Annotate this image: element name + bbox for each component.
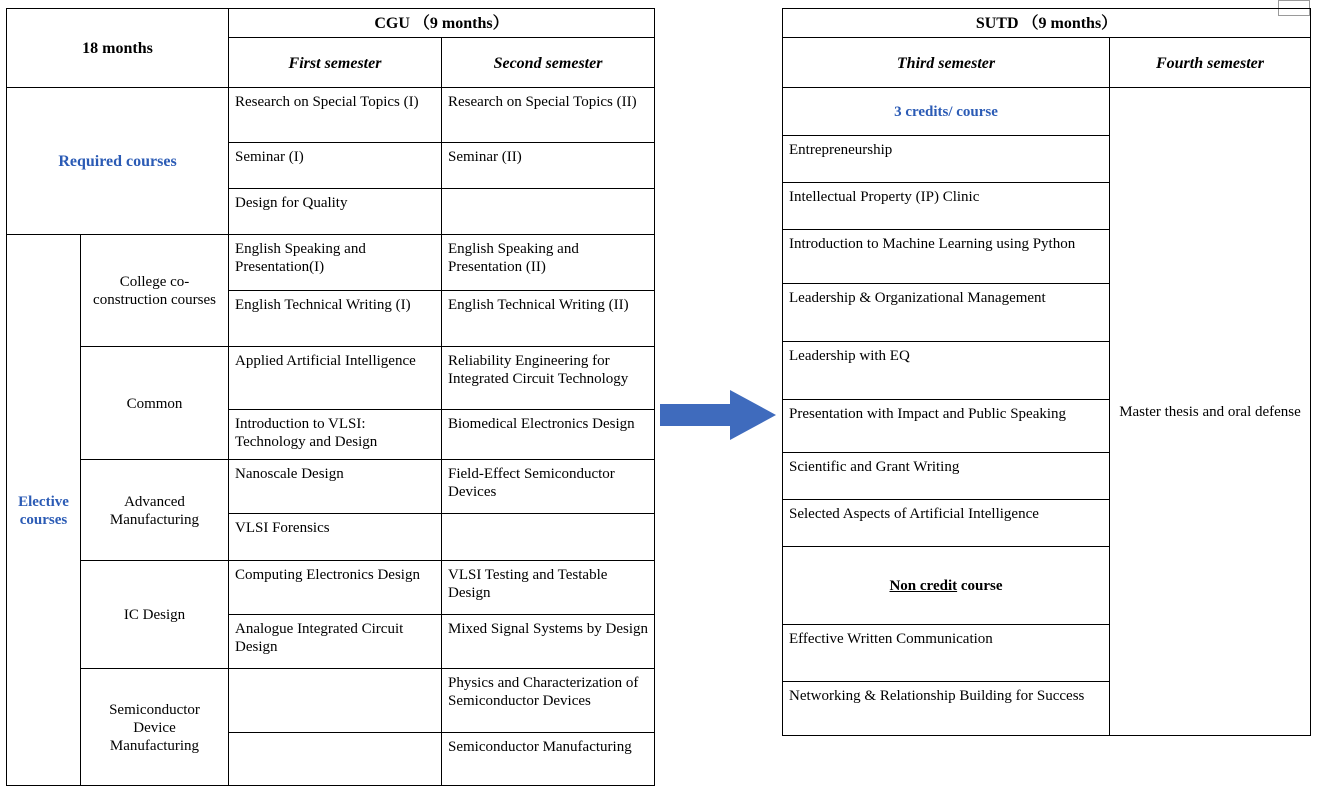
category-advanced-manufacturing: Advanced Manufacturing	[81, 460, 229, 561]
noncredit-label-underlined: Non credit	[889, 578, 958, 595]
sutd-third-semester-header: Third semester	[783, 38, 1110, 88]
category-college-co-construction: College co-construction courses	[81, 235, 229, 347]
course-cell: English Technical Writing (I)	[229, 291, 442, 347]
course-cell: Leadership with EQ	[783, 342, 1110, 400]
cgu-curriculum-table	[6, 8, 655, 786]
table-row	[7, 561, 655, 615]
course-cell: Intellectual Property (IP) Clinic	[783, 183, 1110, 230]
noncredit-label	[783, 547, 1110, 625]
course-cell: Leadership & Organizational Management	[783, 284, 1110, 342]
table-row	[7, 669, 655, 733]
course-cell	[229, 733, 442, 786]
course-cell: Effective Written Communication	[783, 625, 1110, 682]
duration-cell: 18 months	[7, 9, 229, 88]
course-cell: VLSI Forensics	[229, 514, 442, 561]
course-cell: Research on Special Topics (II)	[442, 88, 655, 143]
course-cell: VLSI Testing and Testable Design	[442, 561, 655, 615]
cgu-second-semester-header: Second semester	[442, 38, 655, 88]
category-semiconductor-device-manufacturing: Semiconductor Device Manufacturing	[81, 669, 229, 786]
course-cell	[442, 189, 655, 235]
course-cell: Introduction to Machine Learning using Python	[783, 230, 1110, 284]
elective-courses-label: Elective courses	[7, 235, 81, 786]
category-common: Common	[81, 347, 229, 460]
required-courses-label: Required courses	[7, 88, 229, 235]
credits-label: 3 credits/ course	[783, 88, 1110, 136]
category-ic-design: IC Design	[81, 561, 229, 669]
course-cell	[229, 669, 442, 733]
course-cell: Mixed Signal Systems by Design	[442, 615, 655, 669]
table-row-header-semesters	[783, 38, 1311, 88]
course-cell: Seminar (I)	[229, 143, 442, 189]
fourth-semester-content: Master thesis and oral defense	[1110, 88, 1311, 736]
table-row	[7, 460, 655, 514]
course-cell: Entrepreneurship	[783, 136, 1110, 183]
course-cell: English Speaking and Presentation(I)	[229, 235, 442, 291]
course-cell: Scientific and Grant Writing	[783, 453, 1110, 500]
course-cell: Seminar (II)	[442, 143, 655, 189]
table-row	[7, 347, 655, 410]
course-cell: English Technical Writing (II)	[442, 291, 655, 347]
course-cell: Field-Effect Semiconductor Devices	[442, 460, 655, 514]
course-cell: Semiconductor Manufacturing	[442, 733, 655, 786]
course-cell: Analogue Integrated Circuit Design	[229, 615, 442, 669]
sutd-fourth-semester-header: Fourth semester	[1110, 38, 1311, 88]
table-row-header-school	[783, 9, 1311, 38]
course-cell: Physics and Characterization of Semiconductor Devices	[442, 669, 655, 733]
course-cell: Reliability Engineering for Integrated Circuit Technology	[442, 347, 655, 410]
table-row	[7, 235, 655, 291]
cgu-first-semester-header: First semester	[229, 38, 442, 88]
table-row	[783, 88, 1311, 136]
cgu-header-cell: CGU （9 months）	[229, 9, 655, 38]
course-cell: Computing Electronics Design	[229, 561, 442, 615]
course-cell: Introduction to VLSI: Technology and Design	[229, 410, 442, 460]
course-cell: Presentation with Impact and Public Speaking	[783, 400, 1110, 453]
course-cell: Nanoscale Design	[229, 460, 442, 514]
sutd-curriculum-table	[782, 8, 1311, 736]
course-cell: Applied Artificial Intelligence	[229, 347, 442, 410]
course-cell: Biomedical Electronics Design	[442, 410, 655, 460]
course-cell: English Speaking and Presentation (II)	[442, 235, 655, 291]
course-cell: Selected Aspects of Artificial Intelligence	[783, 500, 1110, 547]
sutd-header-cell: SUTD （9 months）	[783, 9, 1311, 38]
course-cell: Networking & Relationship Building for Success	[783, 682, 1110, 736]
course-cell: Research on Special Topics (I)	[229, 88, 442, 143]
course-cell	[442, 514, 655, 561]
right-arrow-icon	[660, 388, 778, 442]
noncredit-label-rest: course	[957, 578, 1003, 595]
table-row-header-school	[7, 9, 655, 38]
course-cell: Design for Quality	[229, 189, 442, 235]
table-row	[7, 88, 655, 143]
